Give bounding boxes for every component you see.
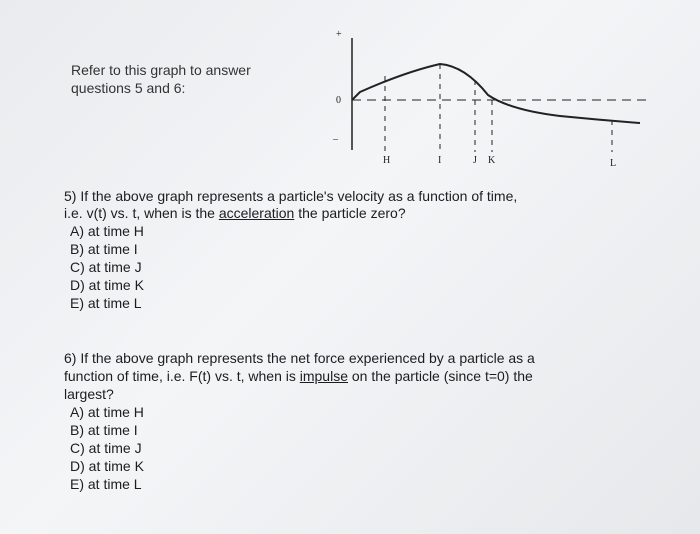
q6-line-1: 6) If the above graph represents the net force experienced by a particle as a xyxy=(64,350,535,366)
header-line-2: questions 5 and 6: xyxy=(71,80,186,96)
q5-option-a: A) at time H xyxy=(70,223,144,239)
y-zero-label: 0 xyxy=(336,95,341,106)
q6-line-2 xyxy=(64,368,533,385)
q5-option-c: C) at time J xyxy=(70,259,142,275)
curve xyxy=(352,64,640,123)
q6-option-a: A) at time H xyxy=(70,404,144,420)
q5-option-d: D) at time K xyxy=(70,277,144,293)
q5-line-2 xyxy=(64,205,406,222)
tick-label-i: I xyxy=(438,155,442,166)
q5-keyword: acceleration xyxy=(218,205,295,221)
q5-line-2-pre: i.e. v(t) vs. t, when is the xyxy=(64,205,219,221)
q6-line-3: largest? xyxy=(64,386,114,402)
q6-line-2-post: on the particle (since t=0) the xyxy=(348,368,533,384)
q6-line-2-pre: function of time, i.e. F(t) vs. t, when is xyxy=(64,368,300,384)
q6-option-c: C) at time J xyxy=(70,440,142,456)
q6-option-e: E) at time L xyxy=(70,476,142,492)
y-minus-label: – xyxy=(333,134,338,145)
q5-line-1: 5) If the above graph represents a particle's velocity as a function of time, xyxy=(64,188,518,204)
tick-label-h: H xyxy=(383,155,391,166)
q5-option-e: E) at time L xyxy=(70,295,142,311)
tick-label-l: L xyxy=(610,158,617,169)
velocity-graph xyxy=(0,0,700,200)
q5-line-2-post: the particle zero? xyxy=(294,205,406,221)
q6-option-b: B) at time I xyxy=(70,422,138,438)
q6-option-d: D) at time K xyxy=(70,458,144,474)
header-line-1: Refer to this graph to answer xyxy=(71,62,251,78)
tick-label-j: J xyxy=(473,155,477,166)
q6-keyword: impulse xyxy=(299,368,348,384)
tick-label-k: K xyxy=(488,155,496,166)
y-plus-label: + xyxy=(336,29,342,40)
q5-option-b: B) at time I xyxy=(70,241,138,257)
